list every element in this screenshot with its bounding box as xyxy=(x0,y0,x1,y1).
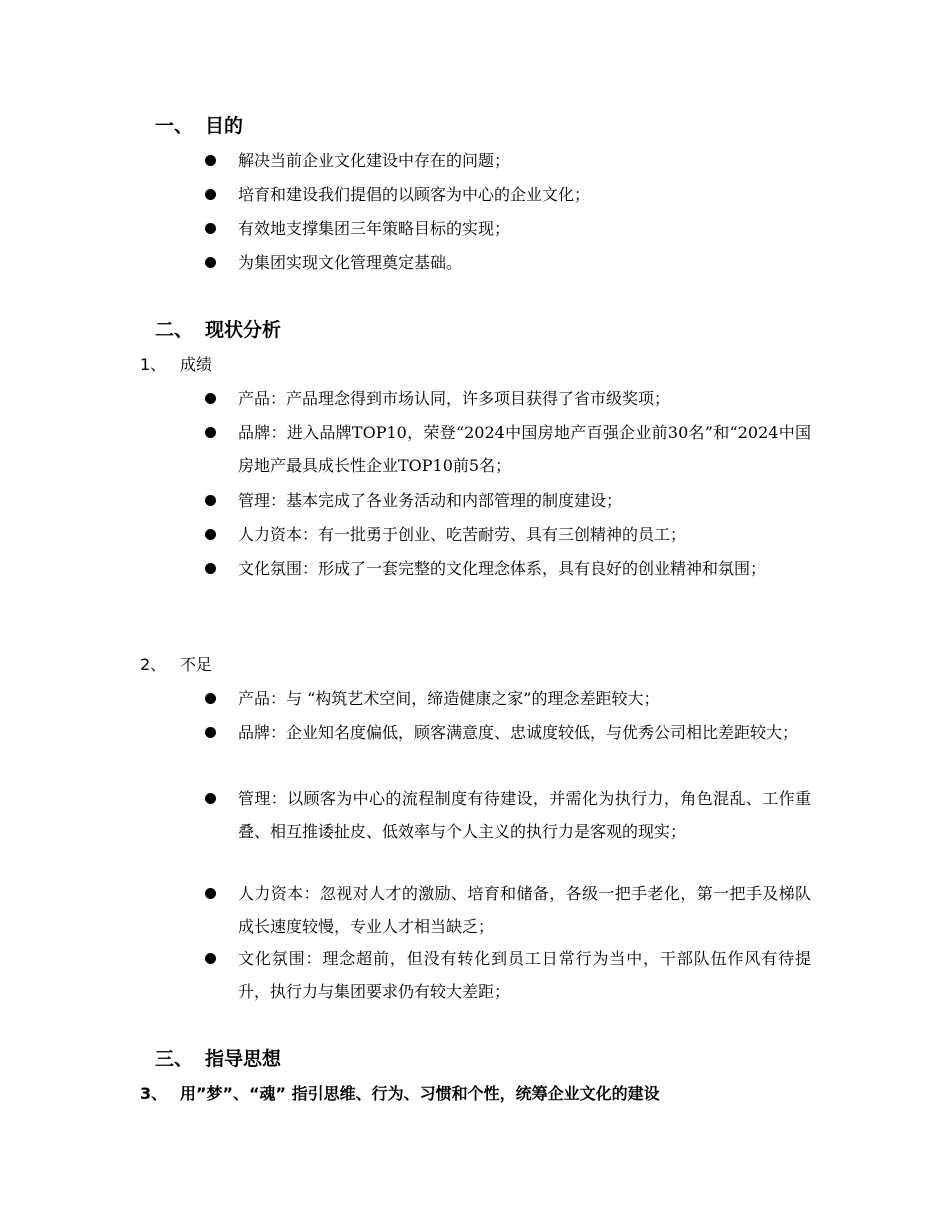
list-item xyxy=(205,782,811,848)
list-item-text: 管理：以顾客为中心的流程制度有待建设，并需化为执行力，角色混乱、工作重叠、相互推诿扯皮、低效率与个人主义的执行力是客观的现实； xyxy=(238,789,811,841)
list-item-text: 品牌：企业知名度偏低，顾客满意度、忠诚度较低，与优秀公司相比差距较大； xyxy=(238,723,799,742)
bullet-icon xyxy=(205,563,216,574)
subsection-number: 1、 xyxy=(140,355,167,374)
list-item xyxy=(205,877,811,943)
bullet-icon xyxy=(205,888,216,899)
list-item xyxy=(205,518,811,551)
list-item xyxy=(205,382,811,415)
subsection-heading xyxy=(140,354,212,376)
subsection-number: 2、 xyxy=(140,655,167,674)
list-item xyxy=(205,716,811,749)
section-title: 现状分析 xyxy=(205,319,282,341)
bullet-icon xyxy=(205,189,216,200)
bullet-icon xyxy=(205,155,216,166)
list-item-text: 文化氛围：理念超前，但没有转化到员工日常行为当中，干部队伍作风有待提升，执行力与集团要求仍有较大差距； xyxy=(238,949,811,1001)
section-heading xyxy=(155,318,281,342)
list-item xyxy=(205,942,811,1008)
section-heading xyxy=(155,114,243,138)
list-item-text: 产品：与 “构筑艺术空间，缔造健康之家”的理念差距较大； xyxy=(238,689,660,708)
list-item xyxy=(205,246,811,279)
bullet-icon xyxy=(205,953,216,964)
subsection-number: 3、 xyxy=(140,1084,168,1103)
section-title: 指导思想 xyxy=(205,1048,282,1070)
list-item xyxy=(205,144,811,177)
subsection-heading xyxy=(140,654,212,676)
bullet-icon xyxy=(205,257,216,268)
bullet-icon xyxy=(205,793,216,804)
list-item xyxy=(205,416,811,482)
bullet-icon xyxy=(205,427,216,438)
subsection-title: 成绩 xyxy=(180,355,213,374)
list-item-text: 管理：基本完成了各业务活动和内部管理的制度建设； xyxy=(238,491,623,510)
list-item xyxy=(205,212,811,245)
list-item xyxy=(205,682,811,715)
subsection-heading xyxy=(140,1083,660,1105)
list-item xyxy=(205,178,811,211)
bullet-icon xyxy=(205,393,216,404)
section-title: 目的 xyxy=(205,115,244,137)
subsection-title: 用”梦”、“魂” 指引思维、行为、习惯和个性，统筹企业文化的建设 xyxy=(180,1084,660,1103)
list-item xyxy=(205,552,811,585)
section-number: 三、 xyxy=(155,1048,194,1070)
list-item-text: 品牌：进入品牌TOP10，荣登“2024中国房地产百强企业前30名”和“2024中国房地产最具成长性企业TOP10前5名； xyxy=(238,423,811,475)
list-item-text: 人力资本：有一批勇于创业、吃苦耐劳、具有三创精神的员工； xyxy=(238,525,687,544)
bullet-icon xyxy=(205,495,216,506)
list-item-text: 产品：产品理念得到市场认同，许多项目获得了省市级奖项； xyxy=(238,389,671,408)
list-item-text: 培育和建设我们提倡的以顾客为中心的企业文化； xyxy=(238,185,591,204)
list-item-text: 为集团实现文化管理奠定基础。 xyxy=(238,253,463,272)
bullet-icon xyxy=(205,529,216,540)
section-heading xyxy=(155,1047,281,1071)
list-item-text: 有效地支撑集团三年策略目标的实现； xyxy=(238,219,511,238)
bullet-icon xyxy=(205,223,216,234)
list-item-text: 人力资本：忽视对人才的激励、培育和储备，各级一把手老化，第一把手及梯队成长速度较慢，专业人才相当缺乏； xyxy=(238,884,811,936)
list-item-text: 文化氛围：形成了一套完整的文化理念体系，具有良好的创业精神和氛围； xyxy=(238,559,767,578)
bullet-icon xyxy=(205,693,216,704)
section-number: 二、 xyxy=(155,319,194,341)
section-number: 一、 xyxy=(155,115,194,137)
subsection-title: 不足 xyxy=(180,655,213,674)
list-item-text: 解决当前企业文化建设中存在的问题； xyxy=(238,151,511,170)
bullet-icon xyxy=(205,727,216,738)
list-item xyxy=(205,484,811,517)
